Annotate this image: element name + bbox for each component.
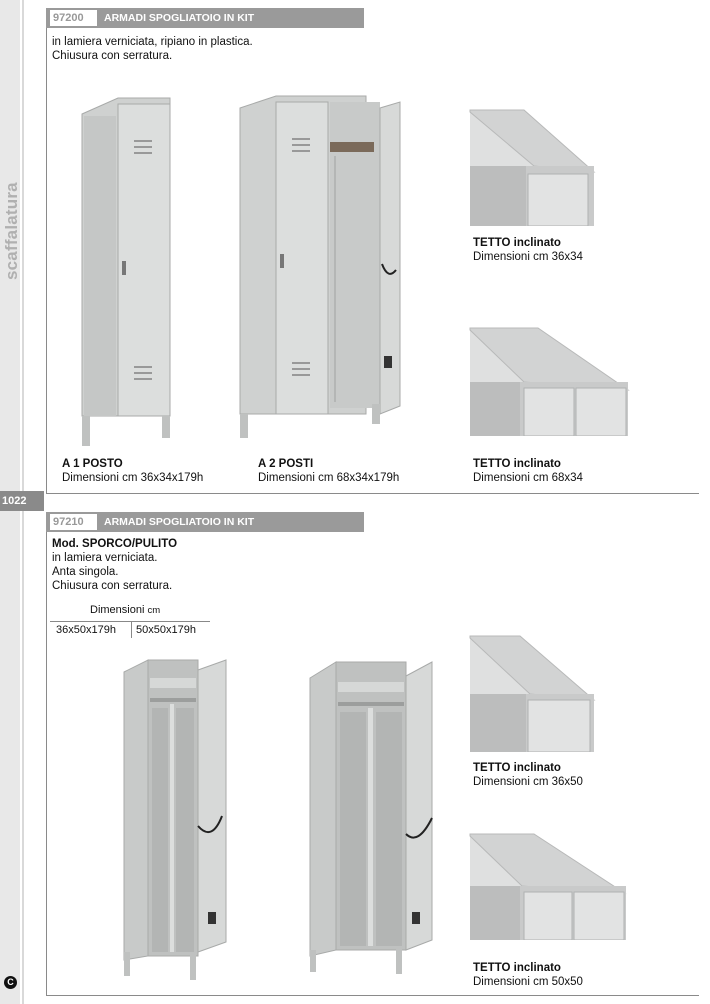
roof-36x50-caption [473,761,583,789]
roof-title: TETTO inclinato [473,762,561,774]
roof-50x50-image [468,832,630,940]
roof-title: TETTO inclinato [473,962,561,974]
section-2-model: Mod. SPORCO/PULITO [52,538,178,550]
section-1-description-2: Chiusura con serratura. [52,50,173,62]
roof-dimensions: Dimensioni cm 68x34 [473,472,583,484]
locker-2-posti-image [238,94,404,444]
roof-36x34-image [468,108,598,226]
roof-68x34-caption [473,457,583,485]
dimensions-header-unit: cm [147,605,161,616]
product-1-posto-caption [62,457,203,485]
product-title: A 2 POSTI [258,458,314,470]
section-2-frame-left [46,512,47,996]
section-1-code: 97200 [50,10,97,26]
dimensions-table-header [90,604,160,616]
brand-logo-icon: C [4,976,17,989]
roof-dimensions: Dimensioni cm 36x50 [473,776,583,788]
product-title: A 1 POSTO [62,458,123,470]
product-dimensions: Dimensioni cm 36x34x179h [62,472,204,484]
dimensions-cell-1: 36x50x179h [56,624,116,636]
dimensions-table-rule [50,621,210,622]
section-2-title: ARMADI SPOGLIATOIO IN KIT [104,516,255,528]
section-2-description-2: Anta singola. [52,566,119,578]
locker-sporco-pulito-50-image [308,656,438,978]
section-2-code: 97210 [50,514,97,530]
section-1-frame-bottom [46,493,699,494]
dimensions-cell-divider [131,622,132,638]
section-1-description-1: in lamiera verniciata, ripiano in plastica. [52,36,253,48]
section-2-description-1: in lamiera verniciata. [52,552,158,564]
roof-title: TETTO inclinato [473,458,561,470]
roof-36x34-caption [473,236,583,264]
roof-36x50-image [468,634,598,752]
roof-dimensions: Dimensioni cm 36x34 [473,251,583,263]
section-2-frame-bottom [46,995,699,996]
product-2-posti-caption [258,457,399,485]
product-dimensions: Dimensioni cm 68x34x179h [258,472,400,484]
dimensions-cell-2: 50x50x179h [136,624,196,636]
dimensions-header-label: Dimensioni [90,604,145,616]
locker-1-posto-image [78,96,178,448]
roof-50x50-caption [473,961,583,989]
roof-title: TETTO inclinato [473,237,561,249]
section-1-frame-left [46,8,47,494]
section-1-title: ARMADI SPOGLIATOIO IN KIT [104,12,255,24]
roof-dimensions: Dimensioni cm 50x50 [473,976,583,988]
roof-68x34-image [468,326,630,436]
page-number: 1022 [0,491,44,511]
sidebar-category-label: scaffalatura [2,182,21,280]
locker-sporco-pulito-36-image [122,656,234,982]
section-2-description-3: Chiusura con serratura. [52,580,173,592]
